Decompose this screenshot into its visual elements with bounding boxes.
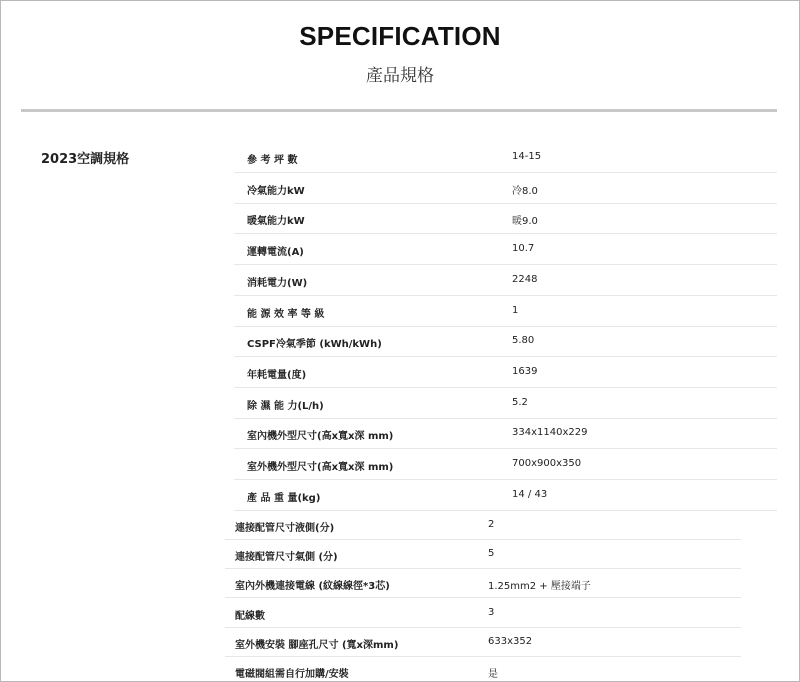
spec-value: 700x900x350	[512, 458, 582, 469]
extra-spec-row	[1, 607, 799, 636]
spec-divider	[234, 510, 777, 511]
spec-label: 產 品 重 量(kg)	[247, 492, 321, 504]
spec-value: 1639	[512, 365, 538, 377]
spec-divider	[234, 233, 777, 234]
spec-label: 能 源 效 率 等 級	[247, 308, 325, 320]
spec-divider	[234, 172, 777, 173]
spec-value: 10.7	[512, 243, 535, 255]
extra-spec-divider	[225, 656, 741, 657]
spec-value: 1	[512, 304, 519, 316]
spec-label: 除 濕 能 力(L/h)	[247, 400, 324, 412]
extra-spec-label: 室外機安裝 腳座孔尺寸 (寬x深mm)	[235, 639, 399, 651]
spec-divider	[234, 326, 777, 327]
spec-divider	[234, 356, 777, 357]
spec-row	[1, 397, 799, 428]
spec-divider	[234, 295, 777, 296]
extra-spec-row	[1, 519, 799, 548]
page-subtitle: 產品規格	[366, 66, 434, 86]
spec-row	[1, 212, 799, 243]
header-divider	[21, 109, 777, 112]
extra-spec-row	[1, 548, 799, 577]
spec-label: 室外機外型尺寸(高x寬x深 mm)	[247, 462, 394, 473]
extra-spec-value: 5	[488, 548, 495, 560]
page-title: SPECIFICATION	[299, 21, 501, 51]
spec-value: 5.2	[512, 396, 528, 408]
extra-spec-divider	[225, 597, 741, 598]
spec-label: 運轉電流(A)	[247, 247, 304, 259]
extra-spec-value: 3	[488, 606, 495, 618]
spec-value: 14 / 43	[512, 488, 548, 500]
spec-label: CSPF冷氣季節 (kWh/kWh)	[247, 339, 382, 351]
section-title: 2023空調規格	[41, 152, 130, 167]
spec-divider	[234, 203, 777, 204]
extra-spec-label: 電磁閥組需自行加購/安裝	[235, 669, 349, 680]
spec-label: 室內機外型尺寸(高x寬x深 mm)	[247, 431, 394, 443]
spec-row	[1, 274, 799, 305]
spec-value: 5.80	[512, 335, 535, 347]
extra-spec-label: 配線數	[235, 610, 265, 622]
spec-row	[1, 427, 799, 458]
spec-divider	[234, 448, 777, 449]
spec-label: 參 考 坪 數	[247, 155, 298, 166]
spec-label: 年耗電量(度)	[247, 369, 307, 381]
spec-value: 2248	[512, 273, 538, 285]
spec-row	[1, 305, 799, 336]
spec-value: 暖9.0	[512, 216, 538, 228]
extra-spec-label: 室內外機連接電線 (紋線線徑*3芯)	[235, 581, 390, 593]
spec-divider	[234, 264, 777, 265]
spec-value: 冷8.0	[512, 185, 538, 197]
extra-spec-divider	[225, 627, 741, 628]
extra-spec-row	[1, 665, 799, 682]
spec-row	[1, 151, 799, 182]
extra-spec-value: 633x352	[488, 635, 533, 647]
spec-row	[1, 458, 799, 489]
extra-spec-divider	[225, 568, 741, 569]
spec-label: 消耗電力(W)	[247, 277, 308, 289]
extra-spec-divider	[225, 539, 741, 540]
extra-spec-label: 連接配管尺寸液側(分)	[235, 523, 335, 534]
extra-spec-row	[1, 577, 799, 606]
spec-label: 冷氣能力kW	[247, 185, 305, 197]
spec-row	[1, 489, 799, 520]
spec-value: 334x1140x229	[512, 427, 588, 439]
extra-spec-label: 連接配管尺寸氣側 (分)	[235, 552, 338, 564]
spec-row	[1, 182, 799, 213]
spec-divider	[234, 479, 777, 480]
spec-divider	[234, 387, 777, 388]
spec-divider	[234, 418, 777, 419]
extra-spec-row	[1, 636, 799, 665]
extra-spec-value: 2	[488, 519, 495, 530]
spec-row	[1, 366, 799, 397]
spec-row	[1, 243, 799, 274]
spec-row	[1, 335, 799, 366]
extra-spec-value: 是	[488, 669, 498, 680]
spec-label: 暖氣能力kW	[247, 216, 305, 228]
extra-spec-value: 1.25mm2 + 壓接端子	[488, 581, 591, 593]
spec-value: 14-15	[512, 151, 542, 162]
